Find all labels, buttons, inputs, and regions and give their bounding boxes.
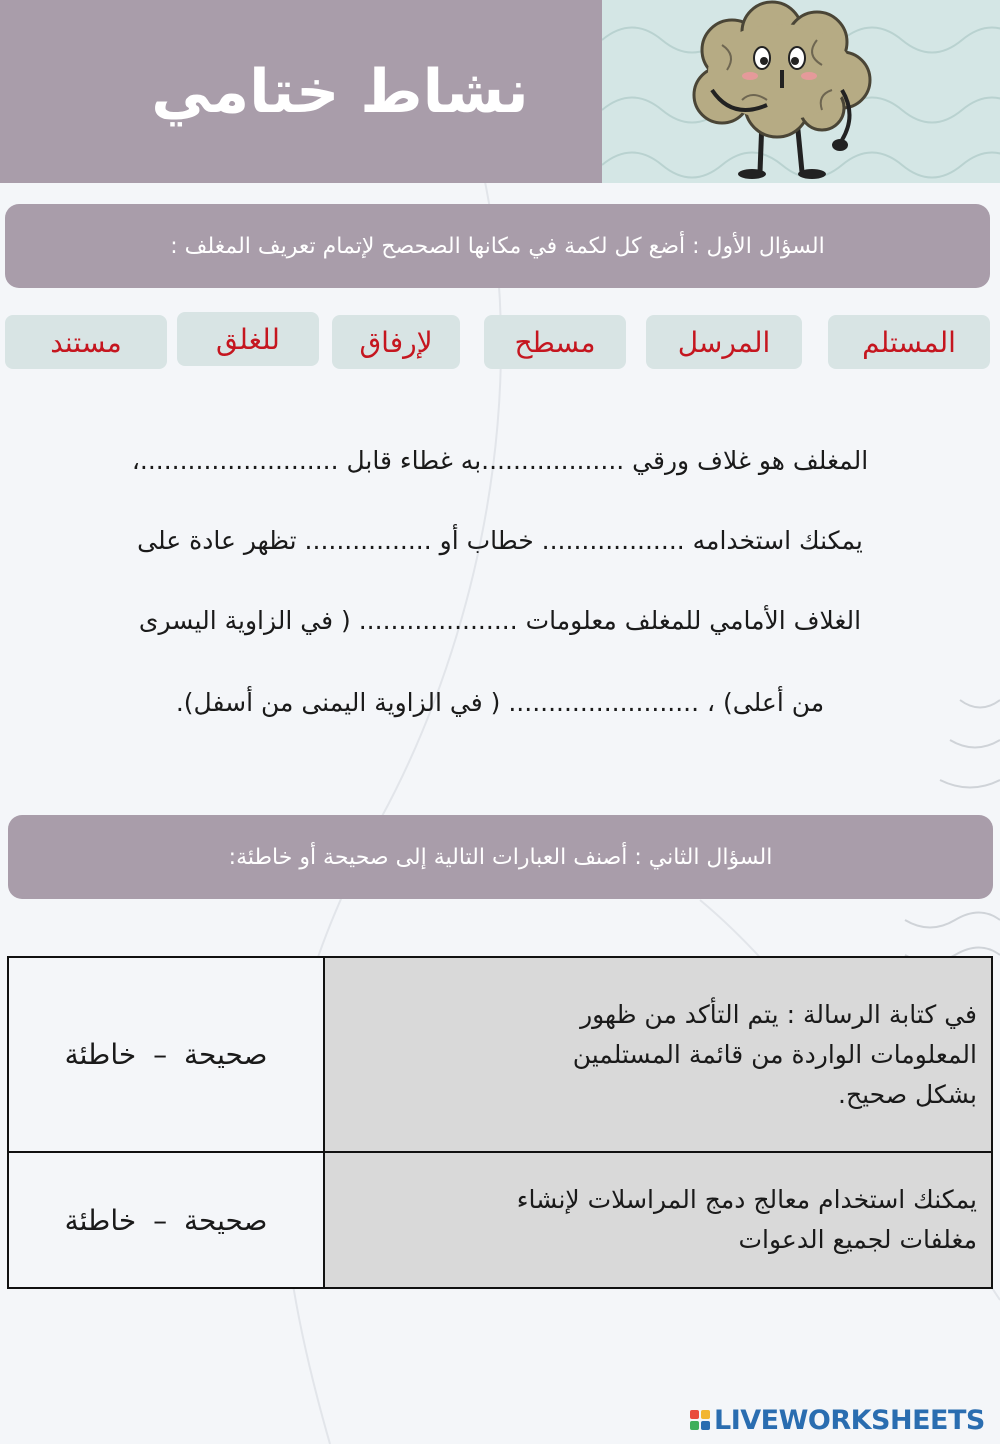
option-true[interactable]: صحيحة [184, 1038, 268, 1071]
option-separator: – [153, 1203, 168, 1237]
option-false[interactable]: خاطئة [64, 1038, 137, 1071]
table-row [8, 1152, 992, 1288]
brand-name: LIVEWORKSHEETS [714, 1404, 985, 1436]
statement-line: بشكل صحيح. [838, 1079, 977, 1109]
answer-cell [8, 957, 324, 1152]
word-chip-attach[interactable]: لإرفاق [332, 315, 460, 369]
header-banner [0, 0, 602, 183]
question2-prompt: السؤال الثاني : أصنف العبارات التالية إلى صحيحة أو خاطئة: [8, 815, 993, 899]
word-chip-flat[interactable]: مسطح [484, 315, 626, 369]
true-false-table [7, 956, 993, 1289]
statement-line: في كتابة الرسالة : يتم التأكد من ظهور [580, 999, 977, 1029]
statement-line: مغلفات لجميع الدعوات [738, 1225, 977, 1254]
liveworksheets-logo-icon [690, 1410, 710, 1430]
thinking-brain-icon [602, 0, 1000, 183]
answer-cell [8, 1152, 324, 1288]
statement-cell [324, 1152, 992, 1288]
paragraph-line: من أعلى) ، ........................ ( في الزاوية اليمنى من أسفل). [175, 688, 825, 717]
option-false[interactable]: خاطئة [64, 1203, 137, 1237]
statement-cell [324, 957, 992, 1152]
paragraph-line: المغلف هو غلاف ورقي ..................به غطاء قابل .........................، [131, 446, 869, 475]
statement-line: المعلومات الواردة من قائمة المستلمين [572, 1039, 977, 1069]
table-row [8, 957, 992, 1152]
paragraph-line: الغلاف الأمامي للمغلف معلومات .................... ( في الزاوية اليسرى [138, 606, 862, 635]
word-chip-close[interactable]: للغلق [177, 312, 319, 366]
word-chip-recipient[interactable]: المستلم [828, 315, 990, 369]
option-true[interactable]: صحيحة [184, 1203, 268, 1237]
word-chip-sender[interactable]: المرسل [646, 315, 802, 369]
mascot-panel [602, 0, 1000, 183]
statement-line: يمكنك استخدام معالج دمج المراسلات لإنشاء [516, 1185, 977, 1214]
liveworksheets-logo [690, 1402, 985, 1438]
page-title: نشاط ختامي [151, 57, 529, 127]
paragraph-line: يمكنك استخدامه .................. خطاب أو ................ تظهر عادة على [137, 526, 863, 555]
word-chip-document[interactable]: مستند [5, 315, 167, 369]
option-separator: – [153, 1038, 168, 1071]
question1-prompt: السؤال الأول : أضع كل لكمة في مكانها الصحصح لإتمام تعريف المغلف : [5, 204, 990, 288]
